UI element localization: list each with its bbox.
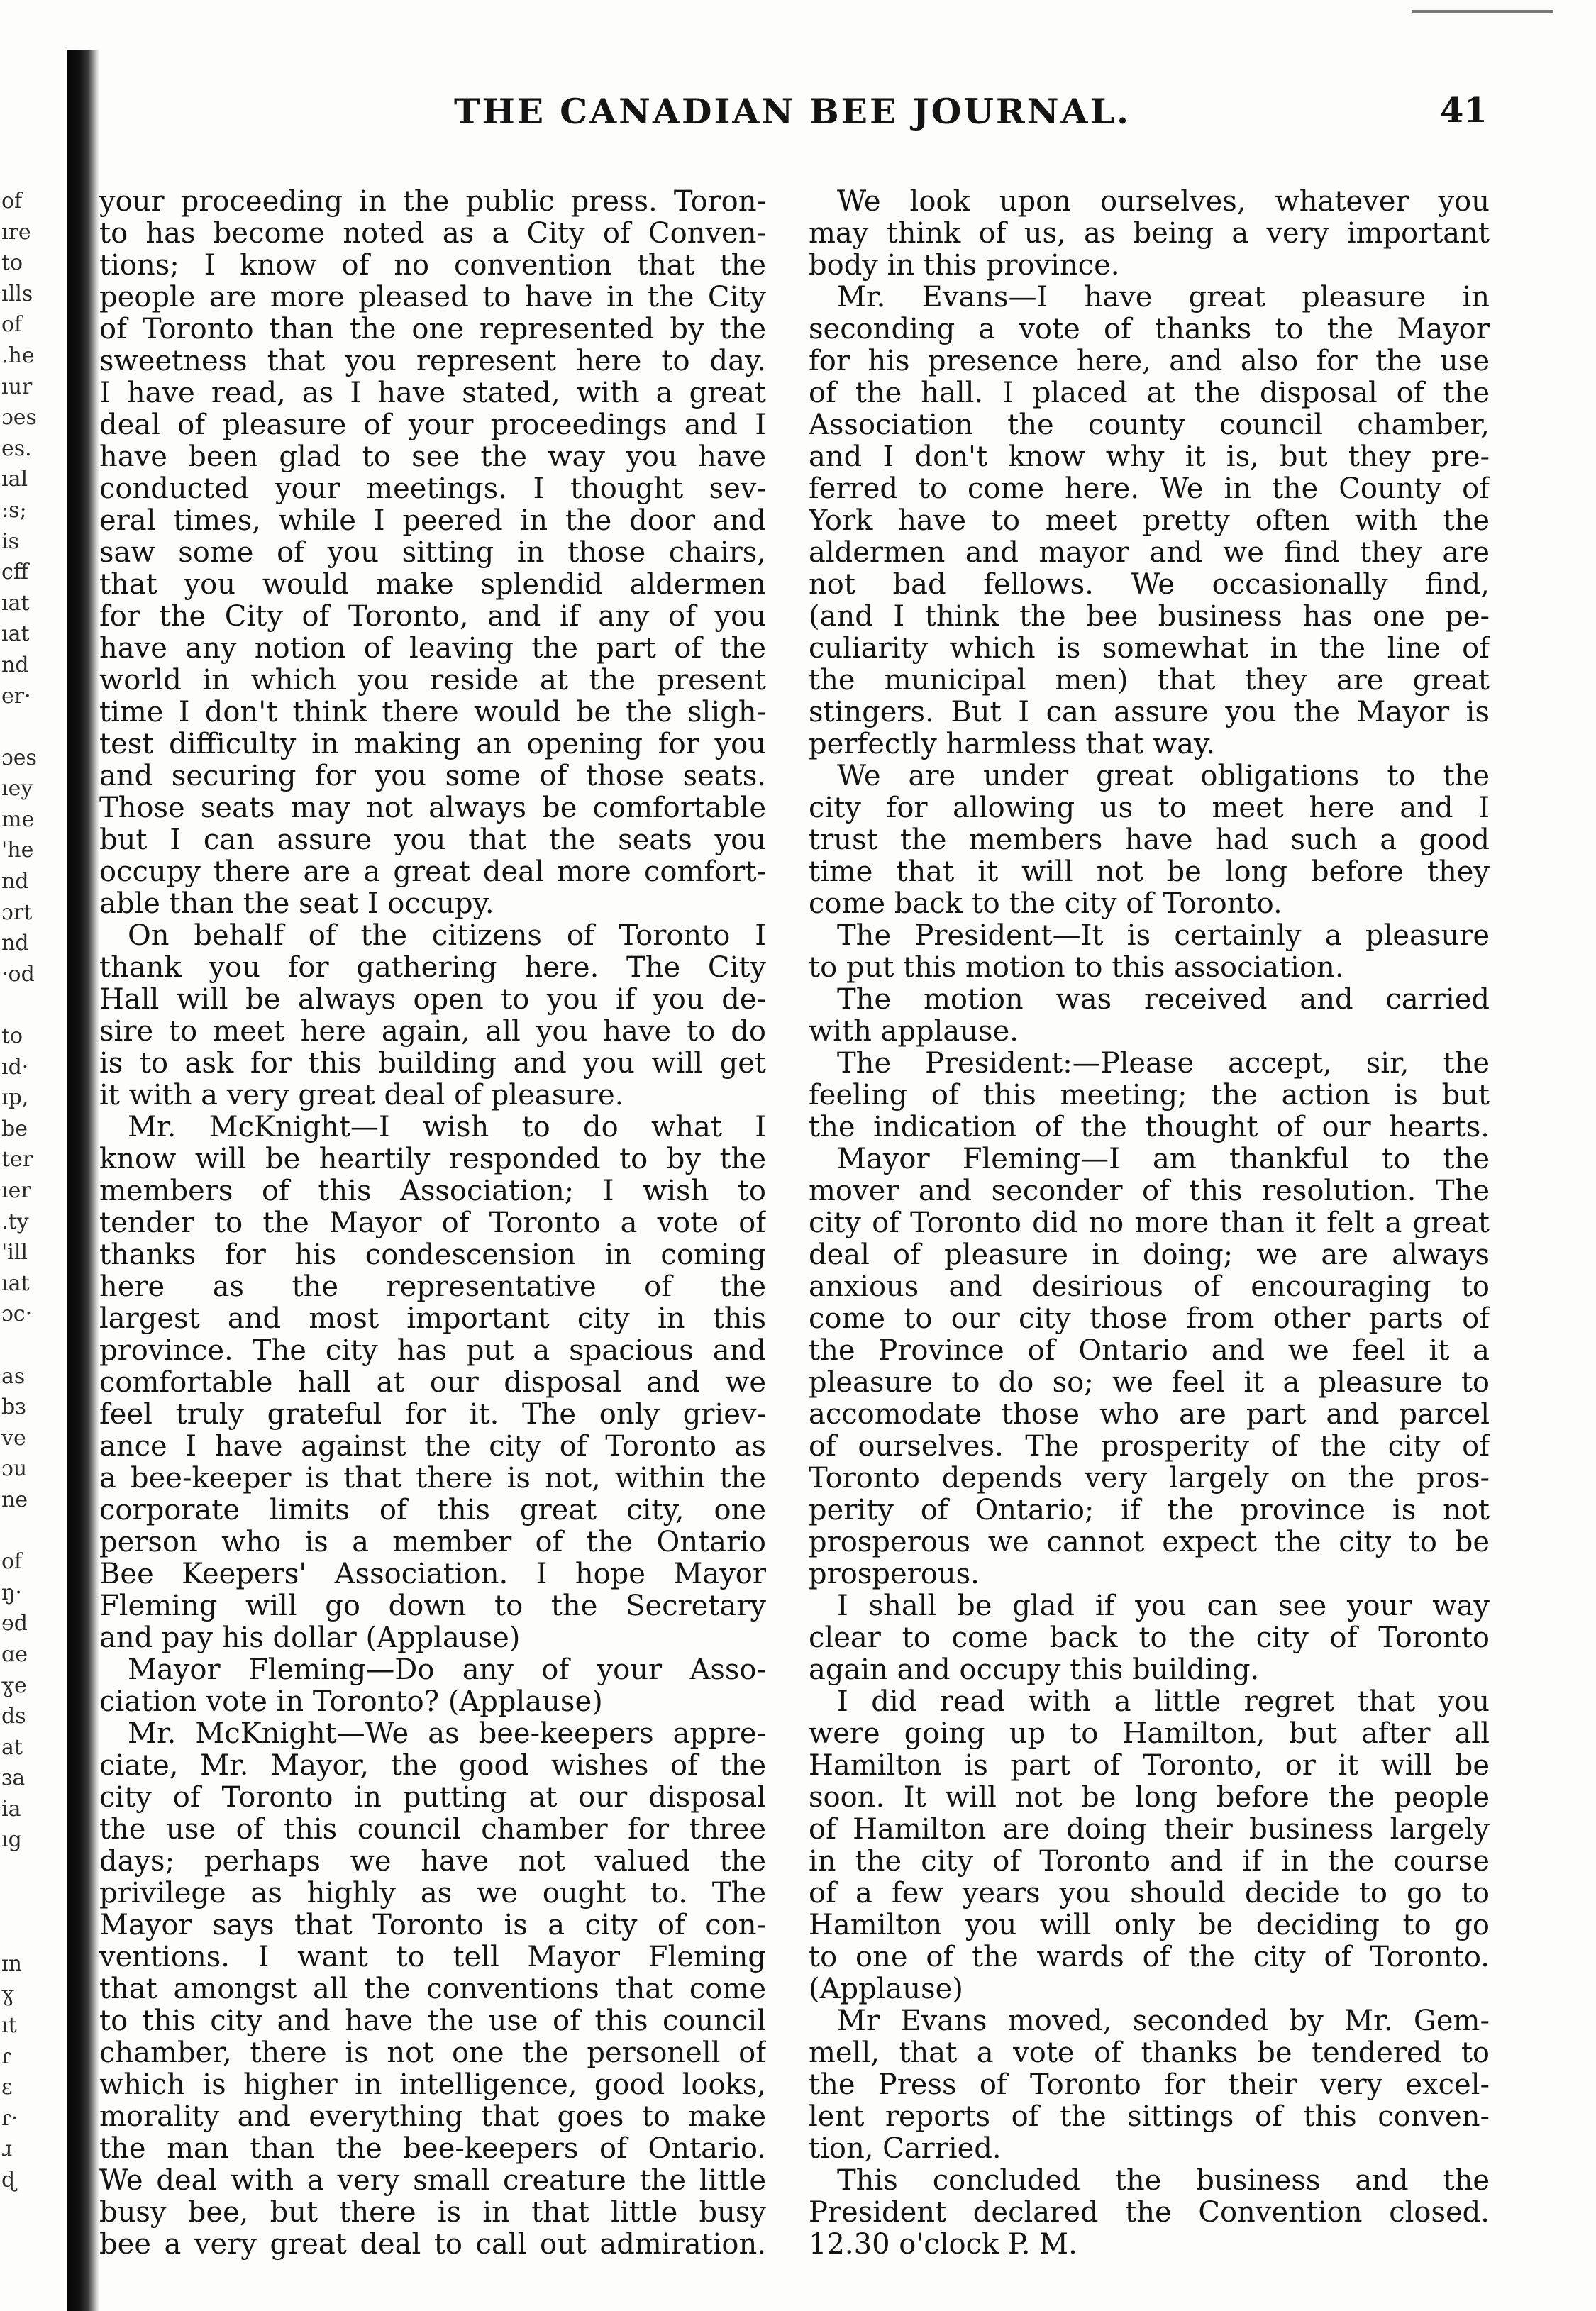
binding-shadow	[67, 50, 88, 2311]
text-line: of the hall. I placed at the disposal of the	[809, 377, 1490, 409]
edge-fragment: ɜa	[1, 1766, 26, 1791]
text-line: We deal with a very small creature the little	[99, 2165, 766, 2197]
edge-fragment	[1, 1917, 57, 1949]
text-line: Those seats may not always be comfortable	[99, 792, 766, 824]
edge-fragment: nd	[1, 931, 29, 956]
text-line: mover and seconder of this resolution. The	[809, 1175, 1490, 1207]
text-line: thanks for his condescension in coming	[99, 1239, 766, 1271]
text-line: prosperous we cannot expect the city to be	[809, 1526, 1490, 1558]
edge-fragment: to	[1, 1024, 23, 1049]
text-line: the use of this council chamber for three	[99, 1814, 766, 1846]
edge-fragment	[1, 1856, 57, 1887]
edge-fragment: ːs;	[1, 497, 27, 523]
text-line: This concluded the business and the	[837, 2165, 1490, 2197]
text-line: ance I have against the city of Toronto as	[99, 1431, 766, 1463]
text-line: corporate limits of this great city, one	[99, 1495, 766, 1526]
edge-fragment: ıg	[1, 1827, 22, 1853]
edge-fragment: ɹ	[1, 2137, 13, 2162]
text-line: body in this province.	[809, 250, 1120, 282]
text-line: again and occupy this building.	[809, 1654, 1260, 1686]
text-line: to one of the wards of the city of Toronto.	[809, 1941, 1490, 1973]
text-line: anxious and desirious of encouraging to	[809, 1271, 1490, 1303]
edge-fragment: ıat	[1, 1270, 30, 1296]
text-line: clear to come back to the city of Toronto	[809, 1622, 1490, 1654]
text-line: perity of Ontario; if the province is not	[809, 1495, 1490, 1526]
text-line: for his presence here, and also for the use	[809, 345, 1490, 377]
edge-fragment: ıal	[1, 467, 28, 492]
text-line: Mr. McKnight—I wish to do what I	[128, 1112, 766, 1143]
text-line: days; perhaps we have not valued the	[99, 1846, 766, 1878]
text-line: for the City of Toronto, and if any of you	[99, 601, 766, 633]
text-line: Mr. Evans—I have great pleasure in	[837, 282, 1490, 314]
edge-fragment: ıur	[1, 374, 33, 399]
edge-fragment: nd	[1, 869, 29, 894]
edge-fragment: bɜ	[1, 1395, 26, 1420]
edge-fragment: ne	[1, 1487, 28, 1512]
right-column	[809, 186, 1490, 2261]
edge-fragment: ılls	[1, 281, 33, 306]
text-line: people are more pleased to have in the City	[99, 282, 766, 314]
left-column	[99, 186, 766, 2261]
text-line: soon. It will not be long before the people	[809, 1782, 1490, 1814]
text-line: world in which you reside at the present	[99, 665, 766, 697]
text-line: Hall will be always open to you if you de-	[99, 984, 766, 1016]
text-line: President declared the Convention closed.	[809, 2197, 1490, 2229]
text-line: I did read with a little regret that you	[837, 1686, 1490, 1718]
edge-fragment: ɾ·	[1, 2105, 18, 2131]
edge-fragment: ɛ	[1, 2075, 13, 2100]
text-line: the indication of the thought of our hearts.	[809, 1112, 1490, 1143]
text-line: city for allowing us to meet here and I	[809, 792, 1490, 824]
edge-fragment: ia	[1, 1796, 21, 1822]
text-line: person who is a member of the Ontario	[99, 1526, 766, 1558]
text-line: may think of us, as being a very important	[809, 218, 1490, 250]
binding-shadow-fade	[88, 50, 99, 2311]
text-line: chamber, there is not one the personell of	[99, 2037, 766, 2069]
text-line: lent reports of the sittings of this conven-	[809, 2101, 1490, 2133]
text-line: ferred to come here. We in the County of	[809, 473, 1490, 505]
text-line: of Hamilton are doing their business largely	[809, 1814, 1490, 1846]
text-line: it with a very great deal of pleasure.	[99, 1080, 624, 1112]
text-line: to put this motion to this association.	[809, 952, 1344, 984]
text-line: We look upon ourselves, whatever you	[837, 186, 1490, 218]
text-line: that you would make splendid aldermen	[99, 569, 766, 601]
text-line: I shall be glad if you can see your way	[837, 1590, 1490, 1622]
running-head: THE CANADIAN BEE JOURNAL.	[454, 91, 1131, 132]
text-line: of Toronto than the one represented by the	[99, 314, 766, 345]
text-line: not bad fellows. We occasionally find,	[809, 569, 1490, 601]
edge-fragment	[1, 990, 57, 1021]
edge-fragment: ɪn	[1, 1951, 22, 1976]
text-line: and securing for you some of those seats.	[99, 760, 766, 792]
edge-fragment: of	[1, 1549, 23, 1575]
text-line: the Province of Ontario and we feel it a	[809, 1335, 1490, 1367]
text-line: seconding a vote of thanks to the Mayor	[809, 314, 1490, 345]
text-line: Association the county council chamber,	[809, 409, 1490, 441]
text-line: Fleming will go down to the Secretary	[99, 1590, 766, 1622]
text-line: Bee Keepers' Association. I hope Mayor	[99, 1558, 766, 1590]
text-line: 12.30 o'clock P. M.	[809, 2229, 1077, 2261]
text-line: able than the seat I occupy.	[99, 888, 494, 920]
edge-fragment	[1, 1330, 57, 1361]
text-line: sire to meet here again, all you have to do	[99, 1016, 766, 1048]
text-line: to has become noted as a City of Conven-	[99, 218, 766, 250]
text-line: comfortable hall at our disposal and we	[99, 1367, 766, 1399]
text-line: I have read, as I have stated, with a great	[99, 377, 766, 409]
text-line: which is higher in intelligence, good looks,	[99, 2069, 766, 2101]
text-line: tender to the Mayor of Toronto a vote of	[99, 1207, 766, 1239]
edge-fragment: es.	[1, 436, 32, 461]
text-line: York have to meet pretty often with the	[809, 505, 1490, 537]
edge-fragment: ɪp,	[1, 1085, 29, 1111]
edge-fragment: nd	[1, 652, 29, 677]
edge-fragment: ɔrt	[1, 899, 33, 925]
edge-fragment: ɔes	[1, 745, 37, 770]
edge-fragment: ıat	[1, 590, 30, 616]
edge-fragment: at	[1, 1734, 23, 1760]
text-line: your proceeding in the public press. Toron-	[99, 186, 766, 218]
text-line: the Press of Toronto for their very excel-	[809, 2069, 1490, 2101]
text-line: a bee-keeper is that there is not, within the	[99, 1463, 766, 1495]
page-number: 41	[1440, 91, 1487, 131]
edge-fragment: ɔc·	[1, 1302, 33, 1327]
text-line: trust the members have had such a good	[809, 824, 1490, 856]
text-line: time that it will not be long before they	[809, 856, 1490, 888]
edge-fragment: of	[1, 189, 23, 214]
text-line: pleasure to do so; we feel it a pleasure to	[809, 1367, 1490, 1399]
text-line: Mr. McKnight—We as bee-keepers appre-	[128, 1718, 766, 1750]
text-line: We are under great obligations to the	[837, 760, 1490, 792]
text-line: is to ask for this building and you will get	[99, 1048, 766, 1080]
text-line: Hamilton you will only be deciding to go	[809, 1910, 1490, 1941]
text-line: to this city and have the use of this council	[99, 2005, 766, 2037]
text-line: (and I think the bee business has one pe-	[809, 601, 1490, 633]
text-line: morality and everything that goes to make	[99, 2101, 766, 2133]
edge-fragment: of	[1, 312, 23, 338]
edge-fragment: ve	[1, 1425, 26, 1451]
edge-fragment: ɘd	[1, 1611, 28, 1636]
text-line: of ourselves. The prosperity of the city of	[809, 1431, 1490, 1463]
text-line: (Applause)	[809, 1973, 963, 2005]
edge-fragment: ɣe	[1, 1673, 27, 1698]
text-line: come back to the city of Toronto.	[809, 888, 1282, 920]
edge-fragment: .ty	[1, 1209, 29, 1234]
edge-fragment: ·od	[1, 961, 35, 987]
text-line: deal of pleasure of your proceedings and I	[99, 409, 766, 441]
edge-fragment: ıre	[1, 219, 31, 245]
edge-fragment: 'he	[1, 838, 34, 863]
edge-fragment: to	[1, 250, 23, 276]
text-line: in the city of Toronto and if in the course	[809, 1846, 1490, 1878]
text-line: have been glad to see the way you have	[99, 441, 766, 473]
text-line: Mayor Fleming—Do any of your Asso-	[128, 1654, 766, 1686]
text-line: prosperous.	[809, 1558, 980, 1590]
text-line: bee a very great deal to call out admiration.	[99, 2229, 766, 2261]
text-line: the man than the bee-keepers of Ontario.	[99, 2133, 766, 2165]
text-line: On behalf of the citizens of Toronto I	[128, 920, 766, 952]
text-line: busy bee, but there is in that little busy	[99, 2197, 766, 2229]
text-line: and pay his dollar (Applause)	[99, 1622, 521, 1654]
edge-fragment: be	[1, 1116, 28, 1141]
text-line: Mayor says that Toronto is a city of con-	[99, 1910, 766, 1941]
text-line: province. The city has put a spacious and	[99, 1335, 766, 1367]
text-line: feel truly grateful for it. The only griev-	[99, 1399, 766, 1431]
text-line: know will be heartily responded to by the	[99, 1143, 766, 1175]
text-line: time I don't think there would be the sligh-	[99, 697, 766, 728]
edge-fragment: ıt	[1, 2013, 17, 2039]
text-line: stingers. But I can assure you the Mayor is	[809, 697, 1490, 728]
text-line: culiarity which is somewhat in the line of	[809, 633, 1490, 665]
text-line: The President—It is certainly a pleasure	[837, 920, 1490, 952]
text-line: The motion was received and carried	[837, 984, 1490, 1016]
text-line: were going up to Hamilton, but after all	[809, 1718, 1490, 1750]
text-line: conducted your meetings. I thought sev-	[99, 473, 766, 505]
edge-fragment: ıd·	[1, 1054, 29, 1080]
text-line: with applause.	[809, 1016, 1019, 1048]
previous-page-edge-fragments	[1, 186, 57, 2196]
edge-fragment: ɖ	[1, 2168, 16, 2193]
edge-fragment: me	[1, 807, 35, 832]
text-line: largest and most important city in this	[99, 1303, 766, 1335]
text-line: ventions. I want to tell Mayor Fleming	[99, 1941, 766, 1973]
edge-fragment	[1, 1887, 57, 1918]
edge-fragment: er·	[1, 683, 31, 709]
page-header	[0, 91, 1596, 148]
edge-fragment: as	[1, 1363, 26, 1389]
text-line: members of this Association; I wish to	[99, 1175, 766, 1207]
text-line: ciate, Mr. Mayor, the good wishes of the	[99, 1750, 766, 1782]
text-line: mell, that a vote of thanks be tendered to	[809, 2037, 1490, 2069]
text-line: deal of pleasure in doing; we are always	[809, 1239, 1490, 1271]
edge-fragment: cff	[1, 560, 29, 585]
text-line: but I can assure you that the seats you	[99, 824, 766, 856]
text-line: eral times, while I peered in the door and	[99, 505, 766, 537]
edge-fragment: ɾ	[1, 2044, 11, 2069]
text-line: come to our city those from other parts of	[809, 1303, 1490, 1335]
text-line: sweetness that you represent here to day.	[99, 345, 766, 377]
text-line: aldermen and mayor and we find they are	[809, 537, 1490, 569]
edge-fragment: 'ill	[1, 1240, 28, 1265]
text-line: the municipal men) that they are great	[809, 665, 1490, 697]
text-line: accomodate those who are part and parcel	[809, 1399, 1490, 1431]
edge-fragment: is	[1, 528, 19, 554]
text-line: saw some of you sitting in those chairs,	[99, 537, 766, 569]
text-line: city of Toronto in putting at our disposal	[99, 1782, 766, 1814]
text-line: here as the representative of the	[99, 1271, 766, 1303]
text-line: Mr Evans moved, seconded by Mr. Gem-	[837, 2005, 1490, 2037]
edge-fragment: ıer	[1, 1178, 31, 1203]
edge-fragment	[1, 1516, 57, 1547]
text-line: have any notion of leaving the part of the	[99, 633, 766, 665]
edge-fragment: ŋ·	[1, 1580, 22, 1605]
edge-fragment: ɔes	[1, 405, 37, 431]
edge-fragment: ıat	[1, 621, 30, 647]
text-line: city of Toronto did no more than it felt a great	[809, 1207, 1490, 1239]
text-line: Hamilton is part of Toronto, or it will be	[809, 1750, 1490, 1782]
text-line: Mayor Fleming—I am thankful to the	[837, 1143, 1490, 1175]
text-line: tions; I know of no convention that the	[99, 250, 766, 282]
edge-fragment: ɑe	[1, 1641, 28, 1667]
edge-fragment	[1, 711, 57, 743]
text-line: of a few years you should decide to go to	[809, 1878, 1490, 1910]
text-line: that amongst all the conventions that come	[99, 1973, 766, 2005]
text-line: thank you for gathering here. The City	[99, 952, 766, 984]
text-line: occupy there are a great deal more comfort-	[99, 856, 766, 888]
edge-fragment: ter	[1, 1147, 33, 1173]
top-rule	[1412, 10, 1553, 13]
text-line: feeling of this meeting; the action is but	[809, 1080, 1490, 1112]
text-line: ciation vote in Toronto? (Applause)	[99, 1686, 603, 1718]
edge-fragment: ɔu	[1, 1456, 28, 1482]
text-line: The President:—Please accept, sir, the	[837, 1048, 1490, 1080]
edge-fragment: ɣ	[1, 1982, 14, 2007]
text-line: tion, Carried.	[809, 2133, 1002, 2165]
text-line: perfectly harmless that way.	[809, 728, 1215, 760]
edge-fragment: ds	[1, 1704, 26, 1729]
text-line: Toronto depends very largely on the pros-	[809, 1463, 1490, 1495]
edge-fragment: .he	[1, 343, 35, 368]
text-line: privilege as highly as we ought to. The	[99, 1878, 766, 1910]
edge-fragment: ıey	[1, 776, 33, 802]
text-line: and I don't know why it is, but they pre-	[809, 441, 1490, 473]
text-line: test difficulty in making an opening for you	[99, 728, 766, 760]
